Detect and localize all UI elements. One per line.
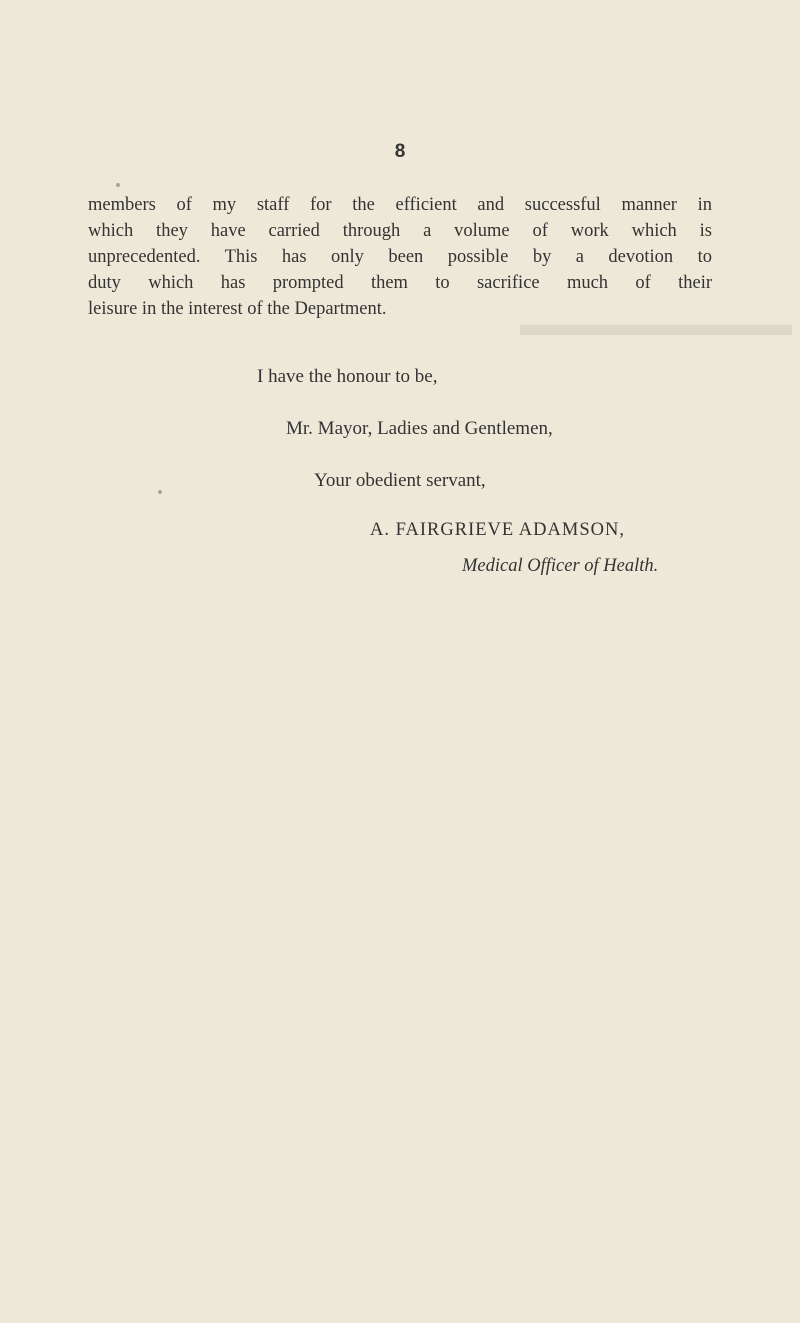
page-number: 8 bbox=[394, 141, 406, 162]
body-line: leisure in the interest of the Department. bbox=[88, 299, 387, 319]
bleed-through-decoration: ▬▬▬▬▬▬▬▬ bbox=[520, 306, 792, 343]
letter-body-paragraph bbox=[88, 192, 712, 322]
paper-speck bbox=[116, 183, 120, 187]
signature-title: Medical Officer of Health. bbox=[462, 556, 659, 576]
body-line: duty which has prompted them to sacrifice much of their bbox=[88, 273, 712, 293]
body-line: members of my staff for the efficient and successful manner in bbox=[88, 195, 712, 215]
closing-salutation-line: Mr. Mayor, Ladies and Gentlemen, bbox=[286, 418, 553, 439]
paper-speck bbox=[158, 490, 162, 494]
closing-honour-line: I have the honour to be, bbox=[257, 366, 438, 387]
signature-name: A. FAIRGRIEVE ADAMSON, bbox=[370, 520, 625, 540]
closing-servant-line: Your obedient servant, bbox=[314, 470, 486, 491]
body-line: unprecedented. This has only been possible by a devotion to bbox=[88, 247, 712, 267]
body-line: which they have carried through a volume of work which is bbox=[88, 221, 712, 241]
